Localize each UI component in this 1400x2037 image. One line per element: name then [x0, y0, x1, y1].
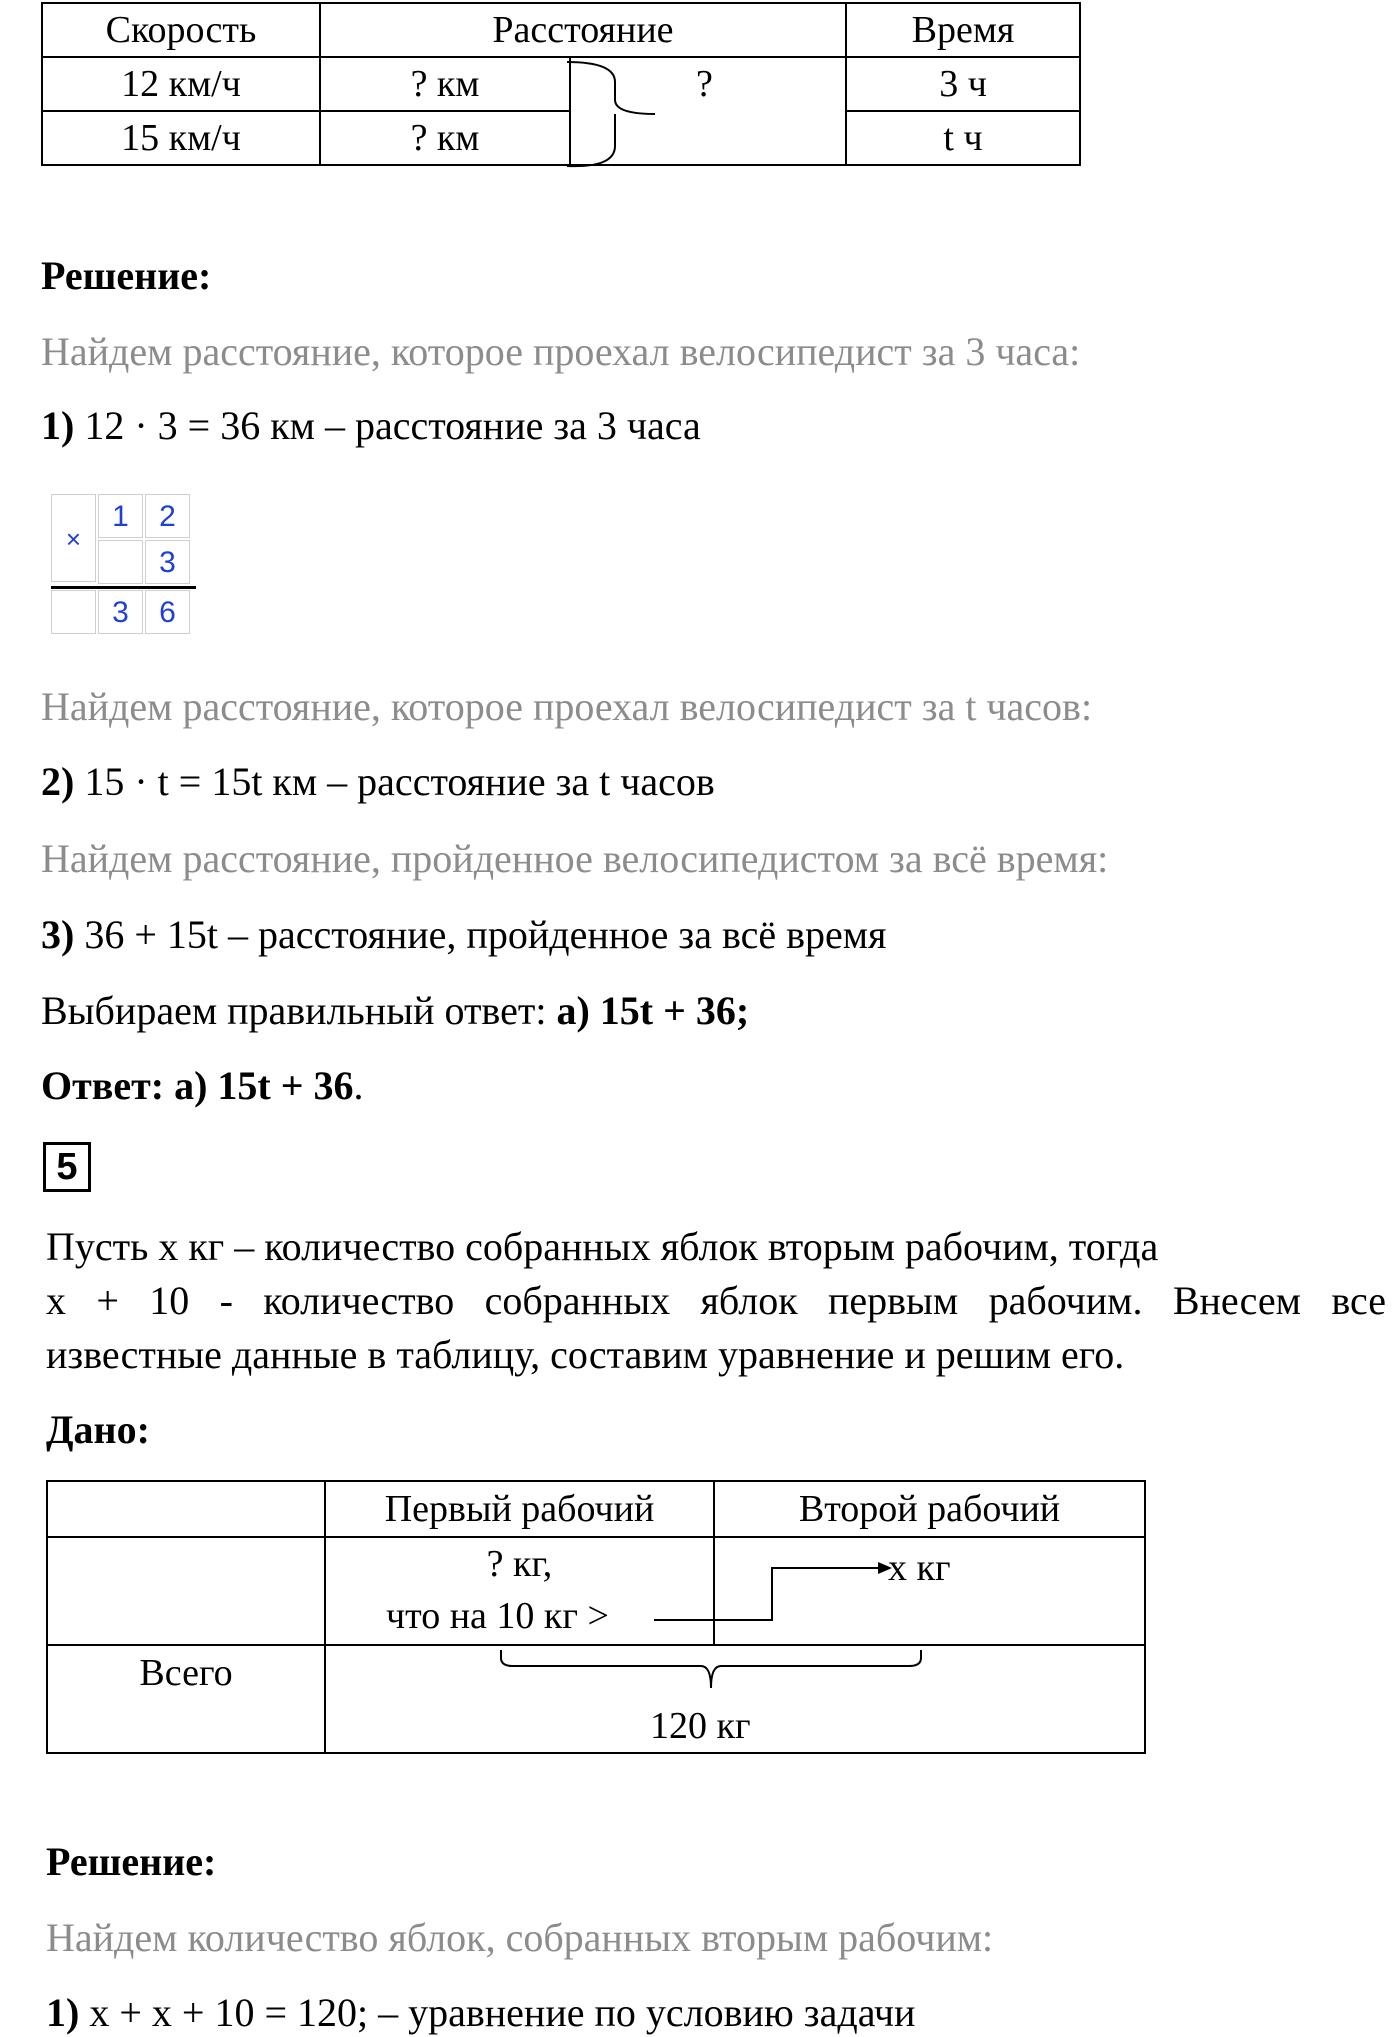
empty-header-cell: [47, 1481, 325, 1537]
step-line: [41, 758, 715, 806]
column-multiplication: [51, 494, 196, 634]
task-paragraph-line: Пусть x кг – количество собранных яблок вторым рабочим, тогда: [46, 1224, 1159, 1269]
digit: 1: [98, 494, 143, 538]
answer-label: Ответ:: [41, 1063, 165, 1108]
step-number: 1): [46, 1990, 80, 2035]
hint-text: Найдем расстояние, которое проехал велосипедист за t часов:: [41, 684, 1093, 729]
sum-line: [51, 586, 196, 589]
answer-value: а) 15t + 36: [174, 1063, 354, 1108]
answer-line: [41, 1062, 364, 1110]
step-text: 36 + 15t – расстояние, пройденное за всё время: [84, 912, 887, 957]
step-text: 15 · t = 15t км – расстояние за t часов: [84, 759, 715, 804]
time-cell: t ч: [846, 111, 1080, 165]
first-value-line: ? кг,: [486, 1543, 553, 1585]
solution-heading: Решение:: [41, 253, 212, 298]
digit: 6: [145, 590, 190, 634]
solution-heading: Решение:: [46, 1839, 217, 1884]
header-first-worker: Первый рабочий: [325, 1481, 714, 1537]
step-line: [41, 402, 701, 450]
arrow-connector: [650, 1540, 910, 1640]
step-line: [41, 911, 886, 959]
task-paragraph-line: известные данные в таблицу, составим уравнение и решим его.: [46, 1332, 1125, 1377]
task-paragraph-line: x + 10 - количество собранных яблок первым рабочим. Внесем все: [46, 1278, 1386, 1323]
total-label: Всего: [47, 1645, 325, 1753]
hint-text: Найдем расстояние, которое проехал велосипедист за 3 часа:: [41, 329, 1081, 374]
header-speed: Скорость: [42, 3, 320, 57]
time-cell: 3 ч: [846, 57, 1080, 111]
curly-brace: [565, 58, 675, 170]
distance-cell: ? км: [320, 57, 570, 111]
choose-line: [41, 987, 749, 1035]
speed-distance-table: [41, 2, 1081, 166]
hint-text: Найдем расстояние, пройденное велосипедистом за всё время:: [41, 836, 1109, 881]
speed-cell: 12 км/ч: [42, 57, 320, 111]
hint-text: Найдем количество яблок, собранных вторым рабочим:: [46, 1915, 994, 1960]
task-number: 5: [43, 1142, 91, 1192]
header-second-worker: Второй рабочий: [714, 1481, 1145, 1537]
workers-table: [46, 1480, 1146, 1754]
total-brace: [495, 1646, 927, 1692]
first-value-line: что на 10 кг >: [386, 1595, 609, 1637]
given-heading: Дано:: [46, 1407, 150, 1452]
header-distance: Расстояние: [320, 3, 846, 57]
distance-cell: ? км: [320, 111, 570, 165]
step-line: [46, 1989, 915, 2037]
digit: 3: [145, 540, 190, 584]
second-worker-value-text: x кг: [888, 1547, 951, 1589]
empty-row-label: [47, 1537, 325, 1645]
step-number: 1): [41, 403, 75, 448]
multiply-sign: ×: [51, 494, 96, 582]
speed-cell: 15 км/ч: [42, 111, 320, 165]
digit: 2: [145, 494, 190, 538]
step-text: x + x + 10 = 120; – уравнение по условию задачи: [89, 1990, 916, 2035]
step-text: 12 · 3 = 36 км – расстояние за 3 часа: [84, 403, 701, 448]
total-mark: ?: [696, 63, 713, 105]
header-time: Время: [846, 3, 1080, 57]
step-number: 2): [41, 759, 75, 804]
choose-answer: а) 15t + 36;: [556, 988, 750, 1033]
total-value: 120 кг: [650, 1705, 751, 1747]
digit: 3: [98, 590, 143, 634]
digit: [51, 590, 96, 634]
answer-end: .: [353, 1063, 364, 1108]
step-number: 3): [41, 912, 75, 957]
digit: [98, 540, 143, 584]
choose-text: Выбираем правильный ответ:: [41, 988, 547, 1033]
